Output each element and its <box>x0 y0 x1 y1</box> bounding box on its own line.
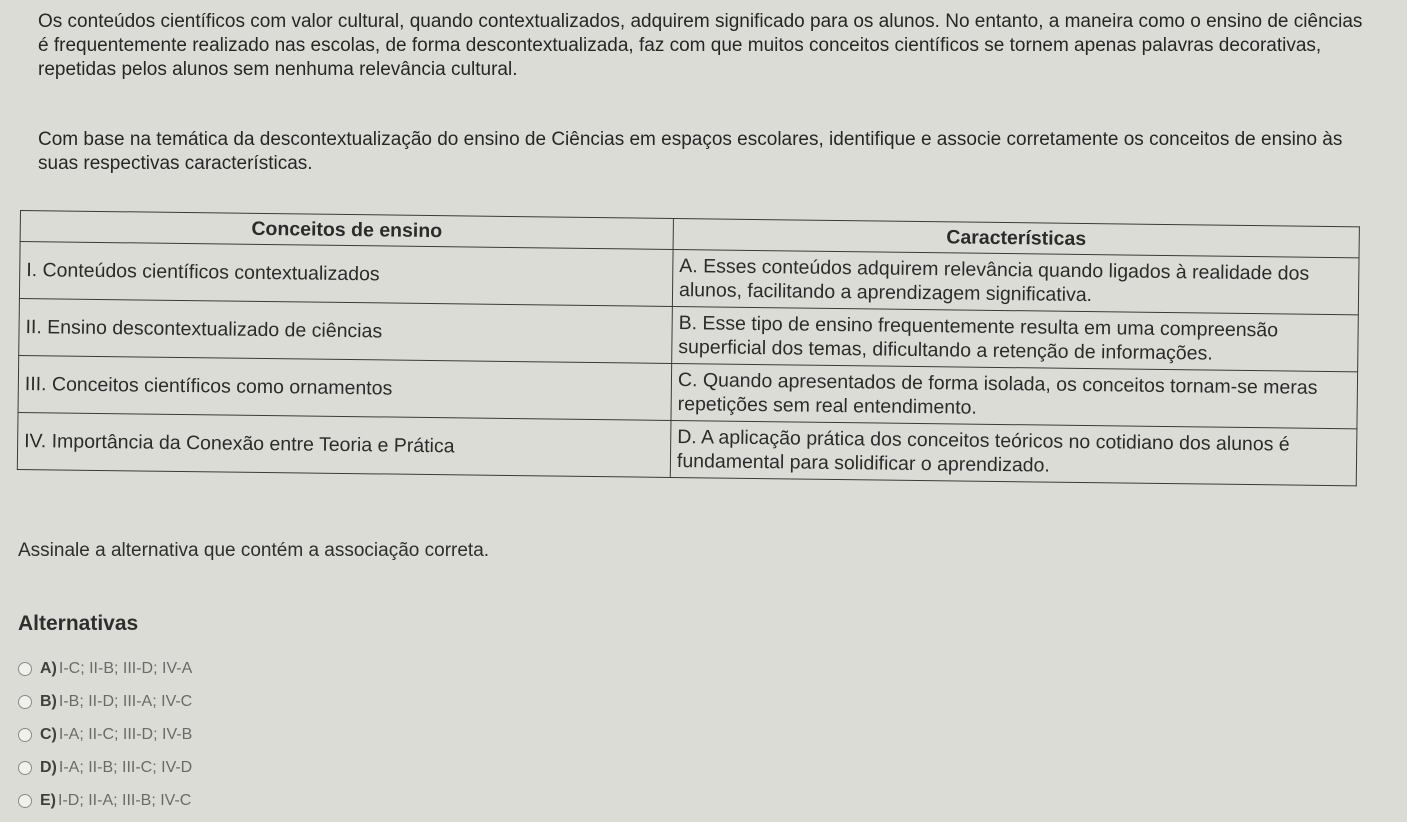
association-table <box>17 210 1360 486</box>
intro-paragraph-2: Com base na temática da descontextualização do ensino de Ciências em espaços escolares, identifique e associe corretamente os conceitos de ensino às suas respectivas características. <box>38 129 1343 174</box>
option-letter: B) <box>40 692 57 710</box>
radio-button-icon[interactable] <box>18 662 32 676</box>
option-c[interactable] <box>18 718 192 751</box>
concept-cell: I. Conteúdos científicos contextualizados <box>19 242 673 307</box>
option-letter: E) <box>40 791 56 809</box>
option-letter: D) <box>40 758 57 776</box>
radio-button-icon[interactable] <box>18 728 32 742</box>
feature-cell: D. A aplicação prática dos conceitos teóricos no cotidiano dos alunos é fundamental para solidificar o aprendizado. <box>670 420 1357 485</box>
option-text: I-B; II-D; III-A; IV-C <box>58 692 193 710</box>
question-prompt: Assinale a alternativa que contém a associação correta. <box>18 540 490 561</box>
concept-cell: IV. Importância da Conexão entre Teoria e Prática <box>17 412 671 477</box>
option-letter: C) <box>40 725 57 743</box>
concept-cell: II. Ensino descontextualizado de ciências <box>19 298 673 363</box>
concept-cell: III. Conceitos científicos como ornamentos <box>18 355 672 420</box>
feature-cell: C. Quando apresentados de forma isolada, os conceitos tornam-se meras repetições sem real entendimento. <box>671 363 1358 428</box>
header-concepts: Conceitos de ensino <box>20 211 673 250</box>
feature-cell: B. Esse tipo de ensino frequentemente resulta em uma compreensão superficial dos temas, dificultando a retenção de informações. <box>672 306 1359 371</box>
option-b[interactable] <box>18 685 192 718</box>
option-text: I-D; II-A; III-B; IV-C <box>58 791 192 809</box>
option-e[interactable] <box>18 784 192 817</box>
alternatives-title: Alternativas <box>18 612 139 635</box>
option-text: I-A; II-B; III-C; IV-D <box>58 758 193 776</box>
option-letter: A) <box>40 659 57 677</box>
radio-button-icon[interactable] <box>18 695 32 709</box>
header-features: Características <box>673 218 1359 257</box>
option-d[interactable] <box>18 751 192 784</box>
radio-button-icon[interactable] <box>18 761 32 775</box>
option-text: I-C; II-B; III-D; IV-A <box>58 659 193 677</box>
option-text: I-A; II-C; III-D; IV-B <box>58 725 193 743</box>
option-a[interactable] <box>18 652 192 685</box>
radio-button-icon[interactable] <box>18 794 32 808</box>
alternatives-list <box>18 652 192 817</box>
intro-paragraph-1: Os conteúdos científicos com valor cultural, quando contextualizados, adquirem significado para os alunos. No entanto, a maneira como o ensino de ciências é frequentemente realizado nas escolas, de forma descontextualizada, faz com que muitos conceitos científicos se tornem apenas palavras decorativas, repetidas pelos alunos sem nenhuma relevância cultural. <box>38 11 1363 80</box>
feature-cell: A. Esses conteúdos adquirem relevância quando ligados à realidade dos alunos, facilitando a aprendizagem significativa. <box>672 249 1359 314</box>
